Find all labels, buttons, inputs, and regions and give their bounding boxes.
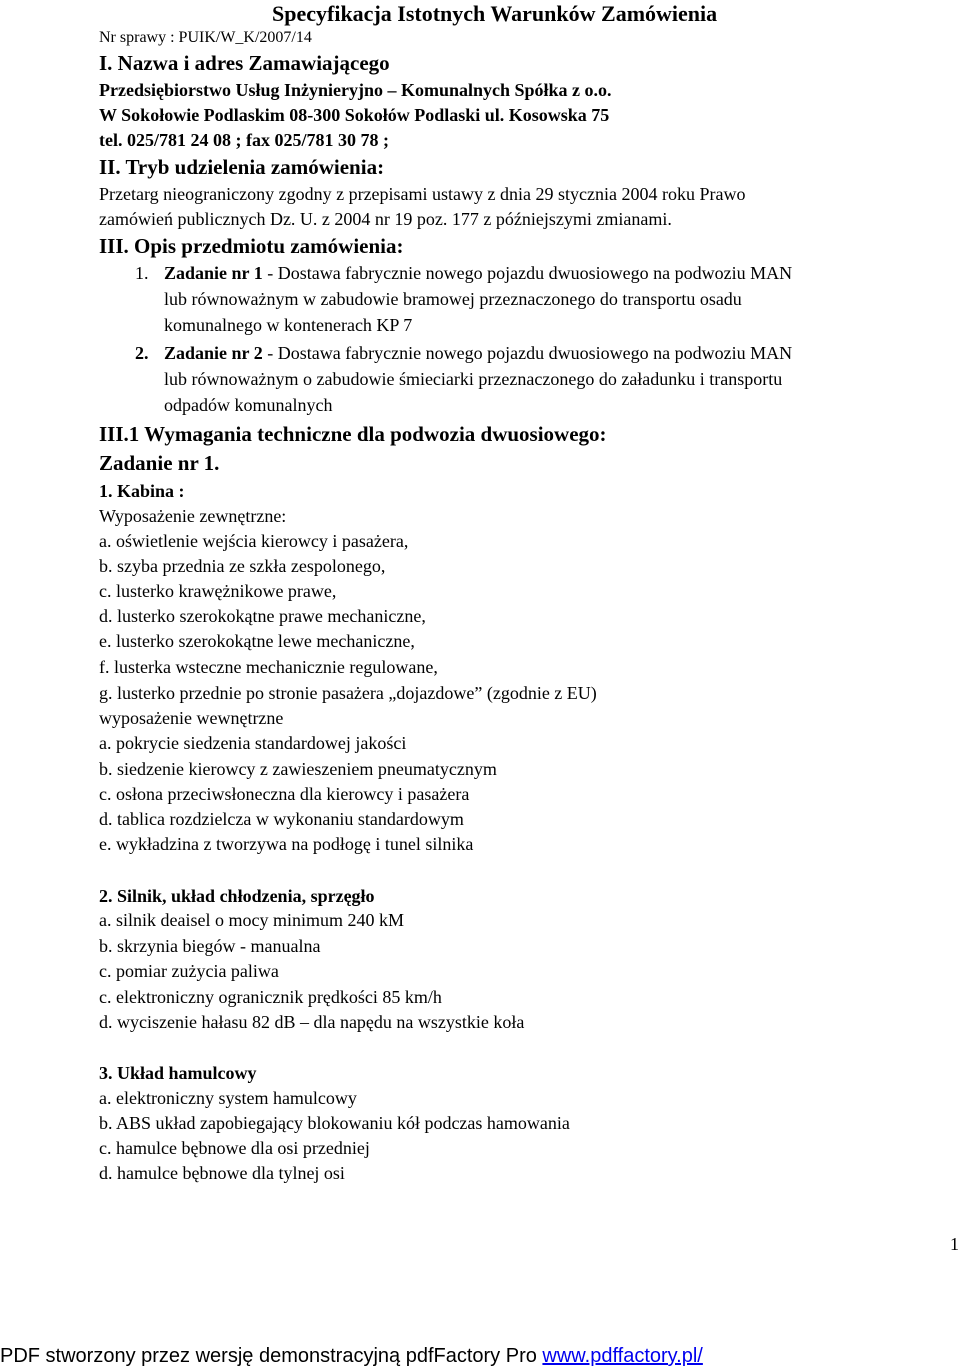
section-1-line: Przedsiębiorstwo Usług Inżynieryjno – Komunalnych Spółka z o.o. xyxy=(99,80,612,100)
list-item-line: lub równoważnym o zabudowie śmieciarki przeznaczonego do załadunku i transportu xyxy=(164,369,783,389)
section-3-1-heading: III.1 Wymagania techniczne dla podwozia dwuosiowego: xyxy=(99,422,607,446)
int-equipment-label: wyposażenie wewnętrzne xyxy=(99,708,284,728)
list-item: d. lusterko szerokokątne prawe mechaniczne, xyxy=(99,606,426,626)
document-title: Specyfikacja Istotnych Warunków Zamówienia xyxy=(272,1,718,26)
list-item xyxy=(164,342,792,364)
section-2-line: Przetarg nieograniczony zgodny z przepisami ustawy z dnia 29 stycznia 2004 roku Prawo xyxy=(99,184,746,204)
list-item: d. hamulce bębnowe dla tylnej osi xyxy=(99,1163,345,1183)
list-item-line: komunalnego w kontenerach KP 7 xyxy=(164,315,413,335)
list-item: e. lusterko szerokokątne lewe mechaniczne, xyxy=(99,631,415,651)
section-1-line: tel. 025/781 24 08 ; fax 025/781 30 78 ; xyxy=(99,130,389,150)
list-item: b. skrzynia biegów - manualna xyxy=(99,936,321,956)
task-description: - Dostawa fabrycznie nowego pojazdu dwuosiowego na podwoziu MAN xyxy=(262,343,793,363)
list-item: c. pomiar zużycia paliwa xyxy=(99,961,279,981)
ext-equipment-label: Wyposażenie zewnętrzne: xyxy=(99,506,287,526)
list-item: d. tablica rozdzielcza w wykonaniu standardowym xyxy=(99,809,464,829)
list-item: d. wyciszenie hałasu 82 dB – dla napędu na wszystkie koła xyxy=(99,1012,525,1032)
list-item: c. hamulce bębnowe dla osi przedniej xyxy=(99,1138,370,1158)
section-1-heading: I. Nazwa i adres Zamawiającego xyxy=(99,51,390,75)
footer-text: PDF stworzony przez wersję demonstracyjną pdfFactory Pro xyxy=(0,1345,543,1367)
list-item-number: 2. xyxy=(135,343,149,363)
footer-link[interactable]: www.pdffactory.pl/ xyxy=(542,1345,703,1367)
list-item: e. wykładzina z tworzywa na podłogę i tunel silnika xyxy=(99,834,474,854)
pdf-footer xyxy=(0,1344,960,1368)
list-item: c. osłona przeciwsłoneczna dla kierowcy i pasażera xyxy=(99,784,470,804)
silnik-heading: 2. Silnik, układ chłodzenia, sprzęgło xyxy=(99,886,375,906)
list-item-line: odpadów komunalnych xyxy=(164,395,333,415)
list-item: b. siedzenie kierowcy z zawieszeniem pneumatycznym xyxy=(99,759,497,779)
list-item: c. elektroniczny ogranicznik prędkości 85 km/h xyxy=(99,987,442,1007)
section-1-line: W Sokołowie Podlaskim 08-300 Sokołów Podlaski ul. Kosowska 75 xyxy=(99,105,610,125)
list-item: b. ABS układ zapobiegający blokowaniu kół podczas hamowania xyxy=(99,1113,570,1133)
task-heading: Zadanie nr 1. xyxy=(99,451,220,475)
kabina-heading: 1. Kabina : xyxy=(99,481,185,501)
list-item: a. silnik deaisel o mocy minimum 240 kM xyxy=(99,910,404,930)
task-label: Zadanie nr 1 xyxy=(164,263,263,283)
section-2-line: zamówień publicznych Dz. U. z 2004 nr 19 poz. 177 z późniejszymi zmianami. xyxy=(99,209,672,229)
list-item: a. oświetlenie wejścia kierowcy i pasażera, xyxy=(99,531,409,551)
task-description: - Dostawa fabrycznie nowego pojazdu dwuosiowego na podwoziu MAN xyxy=(262,263,793,283)
task-label: Zadanie nr 2 xyxy=(164,343,263,363)
list-item: b. szyba przednia ze szkła zespolonego, xyxy=(99,556,386,576)
list-item: c. lusterko krawężnikowe prawe, xyxy=(99,581,337,601)
list-item xyxy=(164,262,792,284)
section-2-heading: II. Tryb udzielenia zamówienia: xyxy=(99,155,385,179)
list-item-number: 1. xyxy=(135,263,149,283)
list-item: g. lusterko przednie po stronie pasażera „dojazdowe” (zgodnie z EU) xyxy=(99,683,597,703)
list-item: a. pokrycie siedzenia standardowej jakości xyxy=(99,733,407,753)
page-number: 1 xyxy=(950,1234,959,1254)
hamulce-heading: 3. Układ hamulcowy xyxy=(99,1063,257,1083)
case-number: Nr sprawy : PUIK/W_K/2007/14 xyxy=(99,29,312,46)
list-item: a. elektroniczny system hamulcowy xyxy=(99,1088,357,1108)
list-item-line: lub równoważnym w zabudowie bramowej przeznaczonego do transportu osadu xyxy=(164,289,742,309)
section-3-heading: III. Opis przedmiotu zamówienia: xyxy=(99,234,404,258)
list-item: f. lusterka wsteczne mechanicznie regulowane, xyxy=(99,657,438,677)
